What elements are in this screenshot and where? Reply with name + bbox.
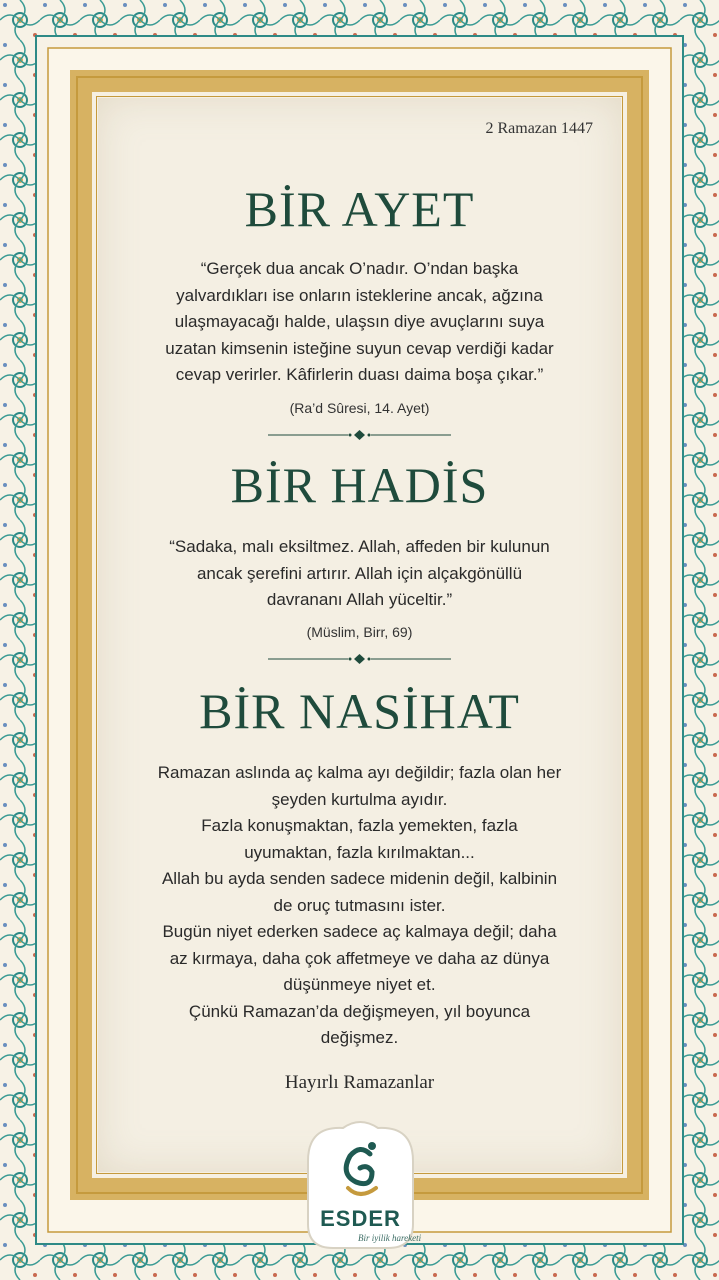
nasihat-line: düşünmeye niyet et. <box>283 975 436 994</box>
ayet-reference: (Ra’d Sûresi, 14. Ayet) <box>289 400 430 416</box>
ayet-line: cevap verirler. Kâfirlerin duası daima boşa çıkar.” <box>175 365 544 384</box>
nasihat-line: uyumaktan, fazla kırılmaktan... <box>244 842 475 862</box>
nasihat-title: BİR NASİHAT <box>199 683 520 739</box>
hadis-line: ancak şerefini artırır. Allah için alçakgönüllü <box>196 563 523 583</box>
nasihat-line: Fazla konuşmaktan, fazla yemekten, fazla <box>201 816 518 835</box>
content <box>98 98 621 1172</box>
hadis-reference: (Müslim, Birr, 69) <box>306 624 413 640</box>
nasihat-line: değişmez. <box>320 1028 399 1047</box>
hadis-line: “Sadaka, malı eksiltmez. Allah, affeden bir kulunun <box>169 537 550 556</box>
hadis-title: BİR HADİS <box>230 457 489 513</box>
hadis-text <box>128 534 591 614</box>
logo-slogan: Bir iyilik hareketi <box>358 1233 422 1243</box>
nasihat-line: şeyden kurtulma ayıdır. <box>271 789 448 809</box>
esder-logo <box>288 1116 433 1256</box>
ayet-text <box>128 256 591 389</box>
hadis-line: davrananı Allah yüceltir.” <box>266 590 453 609</box>
ayet-line: uzatan kimsenin isteğine suyun cevap verdiği kadar <box>165 338 554 358</box>
nasihat-line: az kırmaya, daha çok affetmeye ve daha az dünya <box>169 948 550 968</box>
ayet-line: “Gerçek dua ancak O’nadır. O’ndan başka <box>200 259 519 278</box>
nasihat-line: de oruç tutmasını ister. <box>273 895 446 915</box>
closing-text: Hayırlı Ramazanlar <box>284 1072 435 1093</box>
nasihat-line: Allah bu ayda senden sadece midenin değil, kalbinin <box>161 869 558 888</box>
nasihat-line: Ramazan aslında aç kalma ayı değildir; fazla olan her <box>157 763 562 782</box>
ayet-line: yalvardıkları ise onların isteklerine ancak, ağzına <box>176 285 543 305</box>
ayet-title: BİR AYET <box>244 181 475 237</box>
divider-ornament <box>268 430 451 440</box>
divider-ornament <box>268 654 451 664</box>
date-label: 2 Ramazan 1447 <box>485 120 593 137</box>
logo-name: ESDER <box>320 1206 401 1231</box>
nasihat-line: Bugün niyet ederken sadece aç kalmaya değil; daha <box>162 922 557 941</box>
ayet-line: ulaşmayacağı halde, ulaşsın diye avuçlarını suya <box>174 312 545 331</box>
nasihat-line: Çünkü Ramazan’da değişmeyen, yıl boyunca <box>188 1001 531 1021</box>
nasihat-text <box>128 760 591 1052</box>
